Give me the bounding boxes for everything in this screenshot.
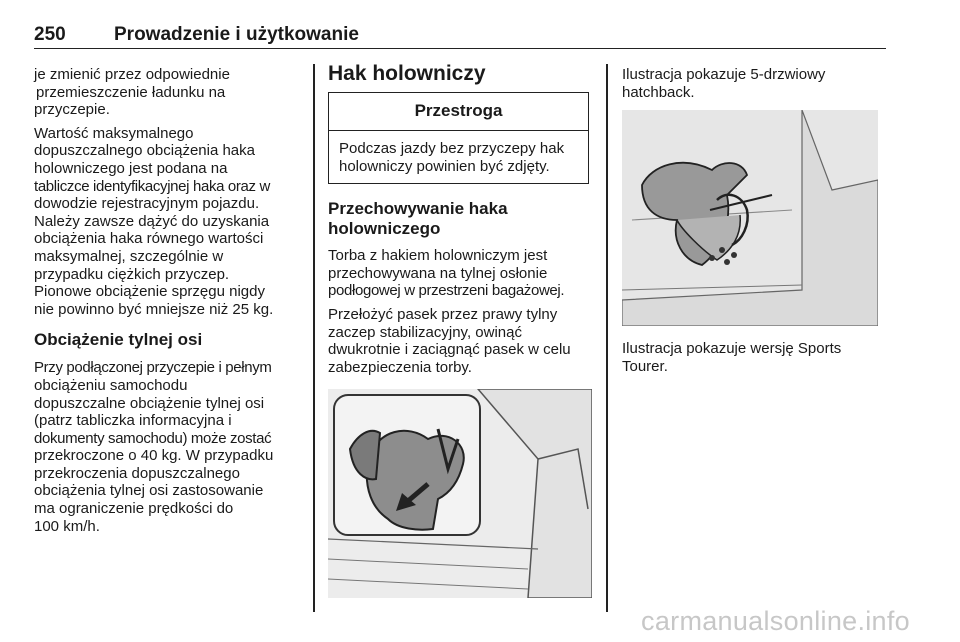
text-line: Podczas jazdy bez przyczepy hak — [339, 140, 565, 157]
text-line: obciążeniu samochodu — [34, 376, 188, 394]
caption-sports-tourer — [622, 340, 892, 375]
text-line: Należy zawsze dążyć do uzyskania — [34, 212, 270, 230]
paragraph-continuation — [34, 66, 304, 119]
section-heading: Hak holowniczy — [328, 62, 486, 85]
site-watermark: carmanualsonline.info — [641, 606, 910, 636]
caption-hatchback — [622, 66, 892, 101]
text-line: Wartość maksymalnego — [34, 124, 194, 142]
text-line: holowniczy powinien być zdjęty. — [339, 157, 550, 175]
text-line: dwukrotnie i zaciągnąć pasek w celu — [328, 341, 571, 359]
trunk-bag-drawing — [328, 389, 592, 598]
heading-line: holowniczego — [328, 219, 441, 239]
subsection-heading — [328, 199, 594, 239]
column-left — [34, 66, 304, 535]
text-line: Ilustracja pokazuje wersję Sports — [622, 340, 842, 357]
hatchback-bag-drawing — [622, 110, 878, 326]
text-line: dopuszczalnego obciążenia haka — [34, 142, 255, 160]
section-heading: Obciążenie tylnej osi — [34, 330, 203, 350]
text-line: tabliczce identyfikacyjnej haka oraz w — [34, 177, 270, 195]
text-line: je zmienić przez odpowiednie — [34, 66, 230, 83]
text-line: przyczepie. — [34, 101, 110, 119]
text-line: przechowywana na tylnej osłonie — [328, 264, 548, 282]
text-line: przemieszczenie ładunku na — [36, 83, 226, 101]
text-line: dowodzie rejestracyjnym pojazdu. — [34, 195, 260, 213]
heading-line: Przechowywanie haka — [328, 199, 508, 219]
page-number: 250 — [34, 24, 66, 45]
text-line: hatchback. — [622, 83, 695, 101]
paragraph-storage — [328, 247, 594, 300]
text-line: zaczep stabilizacyjny, owinąć — [328, 323, 522, 341]
text-line: Przełożyć pasek przez prawy tylny — [328, 305, 558, 323]
text-line: Ilustracja pokazuje 5-drzwiowy — [622, 66, 826, 83]
text-line: dokumenty samochodu) może zostać — [34, 429, 272, 447]
column-right — [622, 66, 892, 101]
text-line: maksymalnej, szczególnie w — [34, 247, 224, 265]
text-line: (patrz tabliczka informacyjna i — [34, 412, 232, 430]
column-middle — [328, 62, 594, 376]
text-line: Pionowe obciążenie sprzęgu nigdy — [34, 283, 265, 301]
caution-body — [329, 131, 588, 183]
caution-title: Przestroga — [329, 93, 588, 131]
paragraph-rear-axle — [34, 359, 304, 535]
text-line: 100 km/h. — [34, 517, 100, 535]
paragraph-max-load — [34, 125, 304, 319]
text-line: podłogowej w przestrzeni bagażowej. — [328, 282, 565, 300]
column-divider — [313, 64, 315, 612]
text-line: przekroczone o 40 kg. W przypadku — [34, 447, 274, 465]
text-line: holowniczego jest podana na — [34, 159, 228, 177]
text-line: przekroczenia dopuszczalnego — [34, 464, 240, 482]
text-line: Torba z hakiem holowniczym jest — [328, 247, 548, 265]
text-line: obciążenia tylnej osi zastosowanie — [34, 482, 264, 500]
text-line: zabezpieczenia torby. — [328, 358, 472, 376]
paragraph-strap — [328, 306, 594, 376]
trunk-bag-illustration — [328, 389, 592, 598]
text-line: nie powinno być mniejsze niż 25 kg. — [34, 300, 274, 318]
text-line: dopuszczalne obciążenie tylnej osi — [34, 394, 265, 412]
caution-box — [328, 92, 589, 184]
page-header — [34, 18, 886, 49]
text-line: ma ograniczenie prędkości do — [34, 500, 234, 518]
running-title: Prowadzenie i użytkowanie — [114, 24, 359, 45]
hatchback-bag-illustration — [622, 110, 878, 326]
column-divider — [606, 64, 608, 612]
text-line: przypadku ciężkich przyczep. — [34, 265, 230, 283]
text-line: Przy podłączonej przyczepie i pełnym — [34, 359, 272, 377]
text-line: obciążenia haka równego wartości — [34, 230, 264, 248]
text-line: Tourer. — [622, 357, 668, 375]
